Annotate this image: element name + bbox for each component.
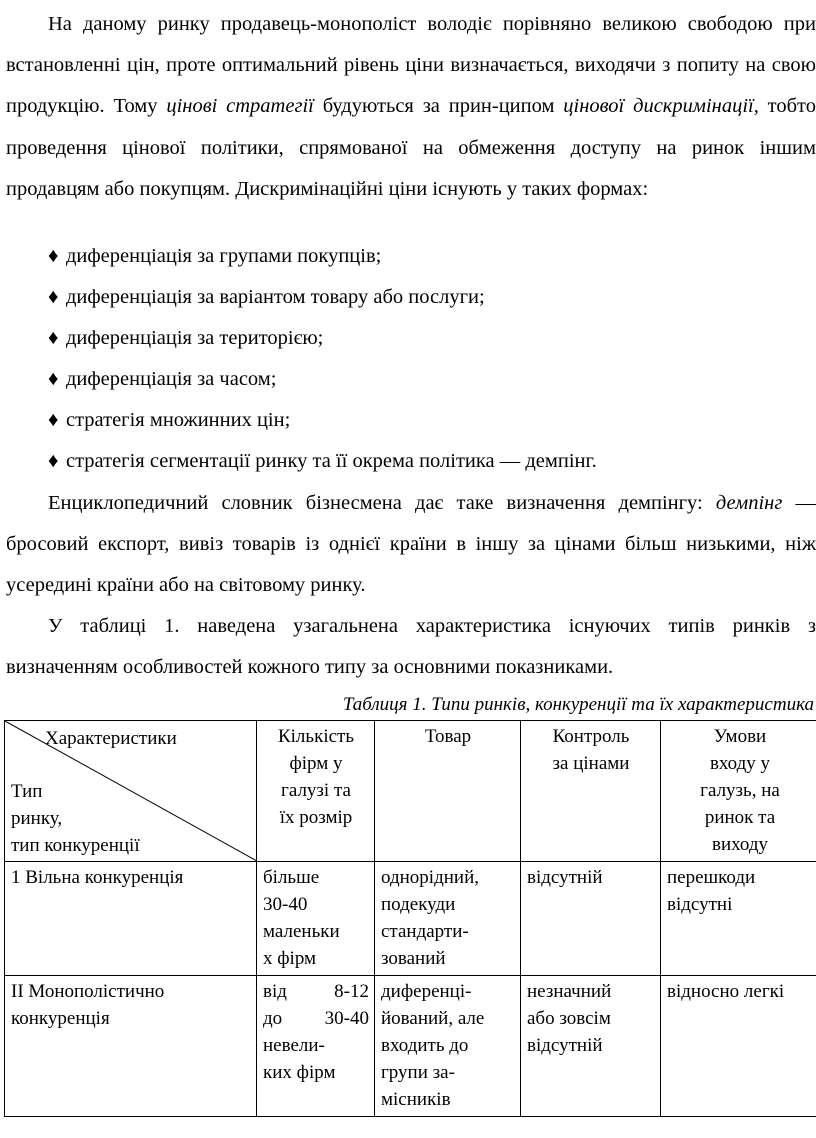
cell-firms: більше 30-40 маленьки х фірм [257, 862, 375, 976]
header-firms: Кількість фірм у галузі та їх розмір [257, 721, 375, 862]
list-item: ♦ диференціація за групами покупців; [48, 236, 808, 277]
list-item: ♦ диференціація за територією; [48, 318, 808, 359]
characteristics-label: Характеристики [45, 728, 177, 749]
header-entry-conditions: Умови входу у галузь, на ринок та виходу [661, 721, 816, 862]
table-intro-paragraph: У таблиці 1. наведена узагальнена характеристика існуючих типів ринків з визначенням особливостей кожного типу за основними показниками. [6, 615, 816, 679]
diamond-bullet-icon: ♦ [48, 450, 59, 472]
market-types-table [4, 720, 816, 1117]
cell-market-type: ІІ Монополістично конкуренція [5, 976, 257, 1117]
cell-product: диференці- йований, але входить до групи за- місників [375, 976, 521, 1117]
cell-entry: відносно легкі [661, 976, 816, 1117]
list-item: ♦ стратегія множинних цін; [48, 400, 808, 441]
list-item: ♦ диференціація за варіантом товару або послуги; [48, 277, 808, 318]
cell-product: однорідний, подекуди стандарти- зований [375, 862, 521, 976]
discrimination-forms-list [48, 236, 808, 482]
cell-entry: перешкоди відсутні [661, 862, 816, 976]
header-product: Товар [375, 721, 521, 862]
dumping-definition-paragraph: Енциклопедичний словник бізнесмена дає таке визначення демпінгу: демпінг — бросовий експорт, вивіз товарів із однієї країни в іншу за цінами більш низькими, ніж усередині країни або на світовому ринку. [6, 492, 816, 597]
intro-paragraph: На даному ринку продавець-монополіст володіє порівняно великою свободою при встановленні цін, проте оптимальний рівень ціни визначається, виходячи з попиту на свою продукцію. Тому цінові стратегії будуються за прин-ципом цінової дискримінації, тобто проведення цінової політики, спрямованої на обмеження доступу на ринок іншим продавцям або покупцям. Дискримінаційні ціни існують у таких формах: [6, 13, 816, 200]
table-header-row [5, 721, 816, 862]
table-row [5, 862, 816, 976]
table-caption: Таблиця 1. Типи ринків, конкуренції та їх характеристика [342, 694, 814, 715]
diagonal-header-cell [5, 721, 257, 862]
cell-firms: від 8-12 до 30-40 невели- ких фірм [257, 976, 375, 1117]
list-item: ♦ стратегія сегментації ринку та її окрема політика — демпінг. [48, 441, 808, 482]
diamond-bullet-icon: ♦ [48, 409, 59, 431]
diamond-bullet-icon: ♦ [48, 368, 59, 390]
diamond-bullet-icon: ♦ [48, 245, 59, 267]
table-row [5, 976, 816, 1117]
term-price-strategies: цінові стратегії [166, 95, 314, 118]
diamond-bullet-icon: ♦ [48, 327, 59, 349]
cell-price-control: незначний або зовсім відсутній [521, 976, 661, 1117]
header-price-control: Контроль за цінами [521, 721, 661, 862]
diamond-bullet-icon: ♦ [48, 286, 59, 308]
cell-market-type: 1 Вільна конкуренція [5, 862, 257, 976]
term-dumping: демпінг [715, 492, 783, 514]
market-type-label: Тип ринку, тип конкуренції [11, 781, 140, 856]
cell-price-control: відсутній [521, 862, 661, 976]
list-item: ♦ диференціація за часом; [48, 359, 808, 400]
term-price-discrimination: цінової дискримінації, [563, 95, 759, 118]
